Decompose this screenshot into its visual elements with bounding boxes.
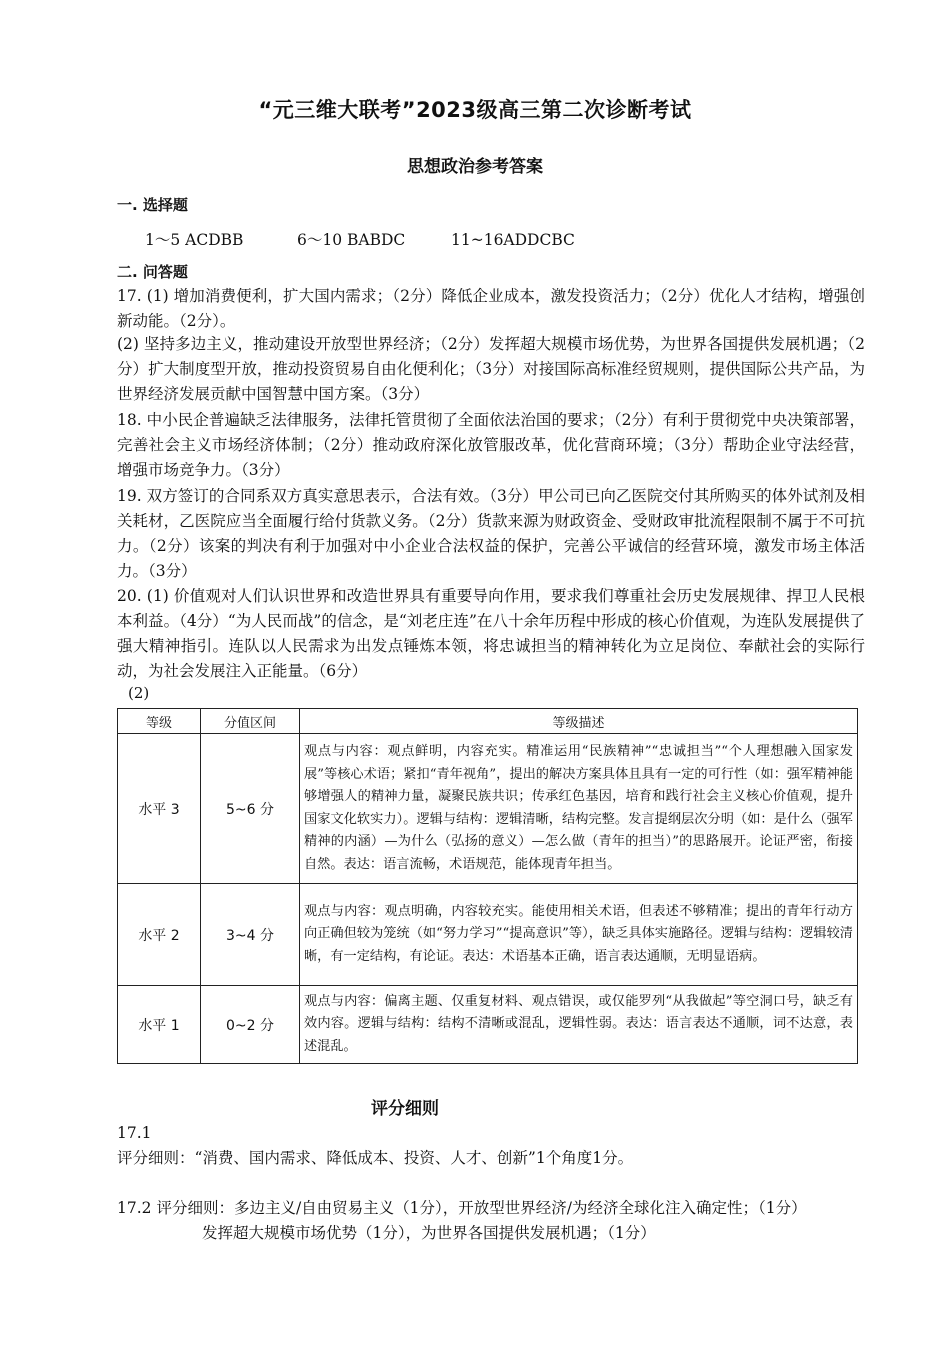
rubric-desc: 观点与内容：观点鲜明，内容充实。精准运用“民族精神”“忠诚担当”“个人理想融入国家发展”等核心术语；紧扣“青年视角”，提出的解决方案具体且具有一定的可行性（如：强军精神能够增强人的精神力量，凝聚民族共识；传承红色基因，培育和践行社会主义核心价值观，提升国家文化软实力）。逻辑与结构：逻辑清晰，结构完整。发言提纲层次分明（如：是什么（强军精神的内涵）—为什么（弘扬的意义）—怎么做（青年的担当）”的思路展开。论证严密，衔接自然。表达：语言流畅，术语规范，能体现青年担当。 [300,734,858,884]
page-title: “元三维大联考”2023级高三第二次诊断考试 [258,98,692,122]
rubric-range: 5~6 分 [201,734,300,884]
rubric-header-desc: 等级描述 [300,709,858,734]
answer-19 [117,484,865,584]
section-heading-qa: 二. 问答题 [117,263,188,281]
answer-paragraph: (2) 坚持多边主义，推动建设开放型世界经济；（2分）发挥超大规模市场优势，为世界各国提供发展机遇；（2分）扩大制度型开放，推动投资贸易自由化便利化；（3分）对接国际高标准经贸规则，提供国际公共产品，为世界经济发展贡献中国智慧中国方案。（3分） [117,335,865,403]
rubric-row [118,734,858,884]
choice-answer-6-10: 6～10 BABDC [297,231,406,249]
rubric-row [118,986,858,1064]
rubric-level: 水平 2 [118,884,201,986]
grading-17-1-label: 17.1 [117,1124,152,1142]
rubric-range: 3~4 分 [201,884,300,986]
section-heading-choice: 一. 选择题 [117,196,188,214]
rubric-level: 水平 3 [118,734,201,884]
rubric-level: 水平 1 [118,986,201,1064]
grading-17-1-rule: 评分细则：“消费、国内需求、降低成本、投资、人才、创新”1个角度1分。 [117,1149,634,1167]
answer-paragraph: 19. 双方签订的合同系双方真实意思表示，合法有效。（3分）甲公司已向乙医院交付其所购买的体外试剂及相关耗材，乙医院应当全面履行给付货款义务。（2分）货款来源为财政资金、受财政审批流程限制不属于不可抗力。（2分）该案的判决有利于加强对中小企业合法权益的保护，完善公平诚信的经营环境，激发市场主体活力。（3分） [117,487,865,580]
answer-20-1 [117,584,865,684]
answer-20-2-label: (2) [128,684,150,702]
answer-17-1 [117,284,865,334]
answer-paragraph: 17. (1) 增加消费便利，扩大国内需求；（2分）降低企业成本，激发投资活力；（2分）优化人才结构，增强创新动能。（2分）。 [117,287,865,330]
rubric-desc: 观点与内容：观点明确，内容较充实。能使用相关术语，但表述不够精准；提出的青年行动方向正确但较为笼统（如“努力学习”“提高意识”等），缺乏具体实施路径。逻辑与结构：逻辑较清晰，有一定结构，有论证。表达：术语基本正确，语言表达通顺，无明显语病。 [300,884,858,986]
rubric-header-row [118,709,858,734]
answer-paragraph: 20. (1) 价值观对人们认识世界和改造世界具有重要导向作用，要求我们尊重社会历史发展规律、捍卫人民根本利益。（4分）“为人民而战”的信念，是“刘老庄连”在八十余年历程中形成的核心价值观，为连队发展提供了强大精神指引。连队以人民需求为出发点锤炼本领，将忠诚担当的精神转化为立足岗位、奉献社会的实际行动，为社会发展注入正能量。（6分） [117,587,865,680]
choice-answer-11-16: 11~16ADDCBC [451,231,575,249]
rubric-header-level: 等级 [118,709,201,734]
rubric-desc: 观点与内容：偏离主题、仅重复材料、观点错误，或仅能罗列“从我做起”等空洞口号，缺乏有效内容。逻辑与结构：结构不清晰或混乱，逻辑性弱。表达：语言表达不通顺，词不达意，表述混乱。 [300,986,858,1064]
rubric-row [118,884,858,986]
grading-17-2-rule: 17.2 评分细则：多边主义/自由贸易主义（1分），开放型世界经济/为经济全球化注入确定性；（1分） [117,1199,807,1217]
grading-17-2-rule-cont: 发挥超大规模市场优势（1分），为世界各国提供发展机遇；（1分） [202,1224,656,1242]
answer-17-2 [117,332,865,407]
page-subtitle: 思想政治参考答案 [407,157,543,177]
rubric-table [117,708,858,1064]
grading-title: 评分细则 [371,1099,439,1119]
choice-answer-1-5: 1～5 ACDBB [145,231,244,249]
answer-paragraph: 18. 中小民企普遍缺乏法律服务，法律托管贯彻了全面依法治国的要求；（2分）有利于贯彻党中央决策部署，完善社会主义市场经济体制；（2分）推动政府深化放管服改革，优化营商环境；（3分）帮助企业守法经营，增强市场竞争力。（3分） [117,411,865,479]
rubric-range: 0~2 分 [201,986,300,1064]
choice-answers [145,228,575,250]
rubric-header-range: 分值区间 [201,709,300,734]
answer-18 [117,408,865,483]
